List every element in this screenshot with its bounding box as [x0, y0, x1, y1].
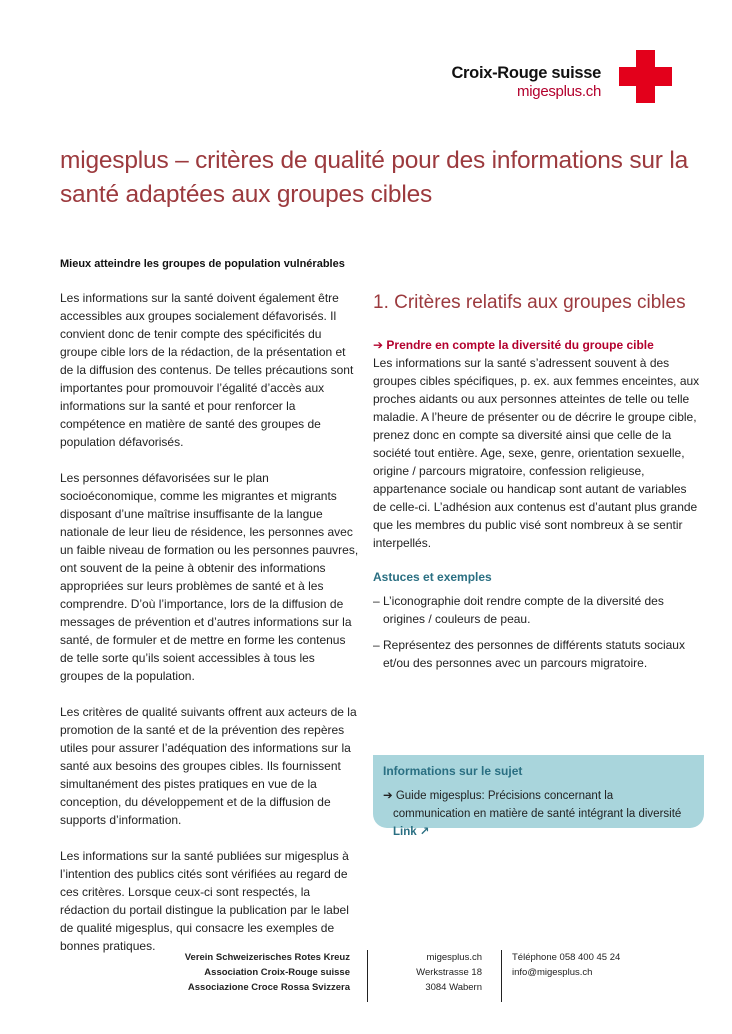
subtitle: Mieux atteindre les groupes de population vulnérables [60, 258, 345, 270]
logo-text [451, 64, 601, 100]
info-box-title: Informations sur le sujet [383, 764, 523, 778]
info-box [373, 755, 704, 838]
footer-email: info@migesplus.ch [512, 967, 593, 978]
section-title: 1. Critères relatifs aux groupes cibles [373, 292, 686, 313]
document-title: migesplus – critères de qualité pour des informations sur la santé adaptées aux groupes cibles [60, 147, 689, 208]
paragraph: Les informations sur la santé doivent également être accessibles aux groupes socialement défavorisés. Il convient donc de tenir compte des spécificités du groupe cible lors de la rédaction, de la présentation et de la diffusion des contenus. De telles précautions sont importantes pour promouvoir l’égalité d’accès aux informations sur la santé et pour renforcer la compétence en matière de santé des groupes de population défavorisés. [60, 291, 354, 449]
footer-address-line: migesplus.ch [426, 952, 482, 963]
tips-title: Astuces et exemples [373, 570, 492, 584]
footer-phone: Téléphone 058 400 45 24 [512, 952, 621, 963]
footer-address-line: Werkstrasse 18 [416, 967, 482, 978]
footer-divider [367, 950, 368, 1002]
footer-org-line: Association Croix-Rouge suisse [204, 967, 350, 978]
paragraph: Les informations sur la santé publiées sur migesplus à l’intention des publics cités sont vérifiées au regard de ces critères. Lorsque ceux-ci sont respectés, la rédaction du portail distingue la publication par le label de qualité migesplus, qui consacre les exemples de bonnes pratiques. [60, 849, 349, 953]
tips-list [373, 592, 703, 672]
guide-link[interactable]: Link ↗ [393, 826, 430, 838]
section-subheading: ➔ Prendre en compte la diversité du groupe cible [373, 338, 654, 352]
section-body: Les informations sur la santé s’adressent souvent à des groupes cibles spécifiques, p. ex. aux femmes enceintes, aux proches aidants ou aux personnes atteintes de telle ou telle maladie. A l’heure de présenter ou de décrire le groupe cible, prenez donc en compte sa diversité ainsi que celle de la société tout entière. Age, sexe, genre, orientation sexuelle, origine / parcours migratoire, confession religieuse, appartenance sociale ou handicap sont autant de variables de celle-ci. L’adhésion aux contenus est d’autant plus grande que les membres du public visé sont nombreux à se sentir interpellés. [373, 356, 700, 550]
right-column [373, 288, 703, 680]
footer-org-line: Verein Schweizerisches Rotes Kreuz [184, 952, 350, 963]
list-item: – L’iconographie doit rendre compte de la diversité des origines / couleurs de peau. [373, 594, 664, 626]
info-box-text [383, 787, 692, 841]
paragraph: Les critères de qualité suivants offrent aux acteurs de la promotion de la santé et de la prévention des repères utiles pour assurer l’adéquation des informations sur la santé aux besoins des groupes cibles. Ils fournissent simultanément des pistes pratiques en vue de la conception, du développement et de la diffusion de supports d’information. [60, 705, 357, 827]
red-cross-icon [619, 50, 672, 103]
footer-contact [512, 950, 652, 980]
footer-org-line: Associazione Croce Rossa Svizzera [187, 982, 350, 993]
logo-org-name: Croix-Rouge suisse [451, 64, 601, 82]
info-guide-text: ➔ Guide migesplus: Précisions concernant la communication en matière de santé intégrant la diversité [383, 790, 682, 820]
footer-divider [501, 950, 502, 1002]
footer-address-line: 3084 Wabern [425, 982, 482, 993]
paragraph: Les personnes défavorisées sur le plan socioéconomique, comme les migrantes et migrants disposant d’une maîtrise insuffisante de la langue nationale de leur lieu de résidence, les personnes avec un faible niveau de formation ou les personnes pauvres, ont souvent de la peine à obtenir des informations appropriées sur leurs problèmes de santé et à les comprendre. D’où l’importance, lors de la diffusion de messages de prévention et d’autres informations sur la santé, de formuler et de mettre en forme les contenus de telle sorte qu’ils soient accessibles à tous les groupes de la population. [60, 471, 359, 683]
list-item: – Représentez des personnes de différents statuts sociaux et/ou des personnes avec un parcours migratoire. [373, 638, 685, 670]
footer-address [390, 950, 482, 995]
tip-text: Représentez des personnes de différents statuts sociaux et/ou des personnes avec un parcours migratoire. [383, 638, 685, 670]
tip-text: L’iconographie doit rendre compte de la diversité des origines / couleurs de peau. [383, 594, 664, 626]
logo-site-name: migesplus.ch [517, 83, 601, 100]
footer-organization [170, 950, 350, 995]
left-column [60, 289, 360, 973]
